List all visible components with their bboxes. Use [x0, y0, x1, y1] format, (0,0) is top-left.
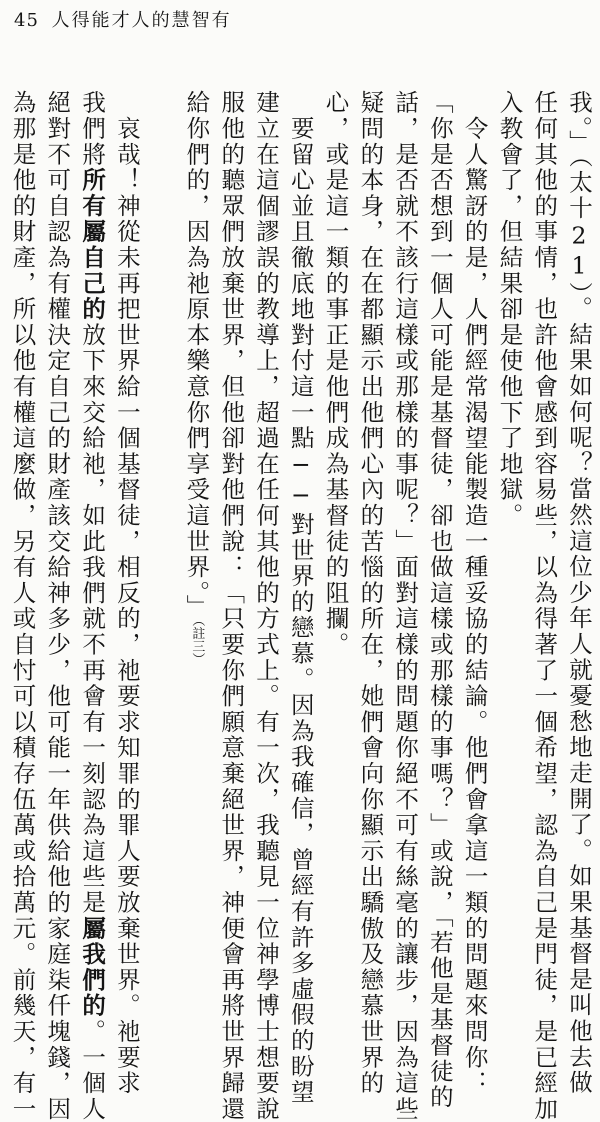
footnote-ref: （註三） [189, 620, 205, 666]
page-header [14, 6, 232, 32]
emphasis-text: 所有屬自己的 [78, 167, 107, 323]
text-column: 哀哉！神從未再把世界給一個基督徒，相反的，祂要求知罪的罪人要放棄世界。祂要求 [112, 90, 141, 1097]
page-number: 45 [14, 10, 39, 31]
text-column: 入教會了，但結果卻是使他下了地獄。 [495, 90, 524, 529]
text-column: 要留心並且徹底地對付這一點──對世界的戀慕。因為我確信，曾經有許多虛假的盼望 [286, 90, 315, 1106]
text-column: 任何其他的事情，也許他會感到容易些，以為得著了一個希望，認為自己是門徒，是已經加 [530, 90, 559, 1122]
text-column: 心，或是這一類的事正是他們成為基督徒的阻攔。 [321, 90, 350, 658]
column-text: 放下來交給祂，如此我們就不再會有一刻認為這些是 [78, 322, 107, 916]
text-body [8, 90, 593, 1122]
book-title: 人得能才人的慧智有 [51, 10, 232, 31]
text-column [182, 90, 211, 950]
text-column: 建立在這個謬誤的教導上，超過在任何其他的方式上。有一次，我聽見一位神學博士想要說 [251, 90, 280, 1122]
text-column [78, 90, 107, 1122]
emphasis-text: 屬我們的 [78, 915, 107, 1019]
text-column: 疑問的本身，在在都顯示出他們心內的苦惱的所在，她們會向你顯示出驕傲及戀慕世界的 [356, 90, 385, 1097]
text-column: 服他的聽眾們放棄世界，但他卻對他們說：「只要你們願意棄絕世界，神便會再將世界歸還 [217, 90, 246, 1122]
text-column: 「你是否想到一個人可能是基督徒，卻也做這樣或那樣的事嗎？」或說，「若他是基督徒的 [425, 90, 454, 1111]
text-column: 令人驚訝的是，人們經常渴望能製造一種妥協的結論。他們會拿這一類的問題來問你： [460, 90, 489, 1097]
column-text: 我們將 [78, 90, 107, 168]
text-column: 為那是他的財產，所以他有權這麼做，另有人或自忖可以積存伍萬或拾萬元。前幾天，有一 [8, 90, 37, 1122]
column-text: 給你們的，因為祂原本樂意你們享受這世界。」 [182, 90, 211, 621]
text-column: 絕對不可自認為有權決定自己的財產該交給神多少，他可能一年供給他的家庭柒仟塊錢，因 [43, 90, 72, 1122]
text-column: 話，是否就不該行這樣或那樣的事呢？」面對這樣的問題你絕不可有絲毫的讓步，因為這些 [391, 90, 420, 1122]
column-text: 。一個人 [78, 1018, 107, 1122]
text-column: 我。」（太十21）。結果如何呢？當然這位少年人就憂愁地走開了。如果基督是叫他去做 [565, 90, 593, 1096]
